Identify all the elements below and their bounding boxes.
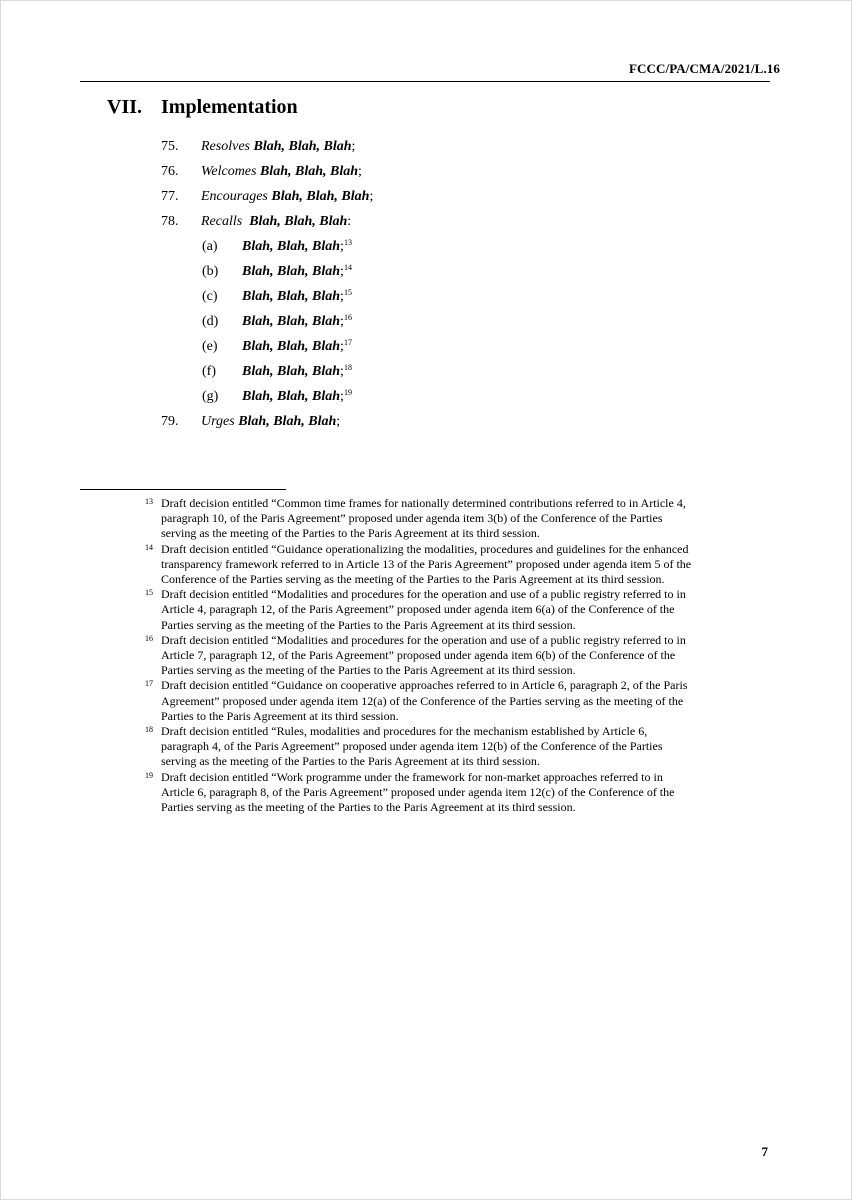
paragraph-76 [161,163,362,181]
footnote-ref[interactable]: 14 [343,263,352,272]
paragraph-78 [161,213,351,231]
section-heading [107,96,298,119]
subparagraph-text: Blah, Blah, Blah [242,289,341,304]
paragraph-verb: Recalls [201,214,243,229]
subparagraph-end: ; [340,289,344,304]
footnote-text: Draft decision entitled “Guidance on cooperative approaches referred to in Article 6, paragraph 2, of the Paris Agreement” proposed under agenda item 12(a) of the Conference of the Parties serving as the meeting of the Parties to the Paris Agreement at its third session. [161,678,688,723]
footnote-text: Draft decision entitled “Rules, modalities and procedures for the mechanism established by Article 6, paragraph 4, of the Paris Agreement” proposed under agenda item 12(b) of the Conference of the Parties serving as the meeting of the Parties to the Paris Agreement at its third session. [161,724,663,769]
section-title: Implementation [161,96,298,118]
subparagraph-letter: (g) [202,389,219,404]
footnote-13 [145,496,695,542]
paragraph-number: 75. [161,139,179,154]
footnote-separator [80,489,286,490]
subparagraph-d [202,313,352,331]
subparagraph-letter: (a) [202,239,218,254]
subparagraph-g [202,388,352,406]
subparagraph-letter: (d) [202,314,219,329]
subparagraph-b [202,263,352,281]
paragraph-end: ; [336,414,341,429]
paragraph-end: : [347,214,352,229]
footnote-18 [145,724,695,770]
subparagraph-text: Blah, Blah, Blah [242,314,341,329]
paragraph-79 [161,413,340,431]
paragraph-verb: Resolves [201,139,250,154]
subparagraph-text: Blah, Blah, Blah [242,264,341,279]
footnote-text: Draft decision entitled “Modalities and procedures for the operation and use of a public registry referred to in Article 4, paragraph 12, of the Paris Agreement” proposed under agenda item 6(a) of the Conference of the Parties serving as the meeting of the Parties to the Paris Agreement at its third session. [161,587,686,632]
paragraph-verb: Encourages [201,189,268,204]
paragraph-end: ; [351,139,356,154]
paragraph-number: 78. [161,214,179,229]
footnote-text: Draft decision entitled “Guidance operationalizing the modalities, procedures and guidelines for the enhanced transparency framework referred to in Article 13 of the Paris Agreement” proposed under agenda item 5 of the Conference of the Parties serving as the meeting of the Parties to the Paris Agreement at its third session. [161,541,692,587]
footnote-number: 14 [145,542,153,552]
subparagraph-end: ; [340,389,344,404]
paragraph-text: Blah, Blah, Blah [271,189,370,204]
subparagraph-letter: (f) [202,364,216,379]
page-number: 7 [761,1144,768,1159]
footnote-number: 19 [145,770,153,780]
paragraph-verb: Welcomes [201,164,257,179]
paragraph-end: ; [369,189,374,204]
footnote-ref[interactable]: 19 [343,388,352,397]
header-rule [80,81,770,82]
footnote-text: Draft decision entitled “Common time frames for nationally determined contributions referred to in Article 4, paragraph 10, of the Paris Agreement” proposed under agenda item 3(b) of the Conference of the Parties serving as the meeting of the Parties to the Paris Agreement at its third session. [161,496,686,541]
subparagraph-text: Blah, Blah, Blah [242,389,341,404]
subparagraph-end: ; [340,339,344,354]
paragraph-text: Blah, Blah, Blah [238,414,337,429]
subparagraph-e [202,338,352,356]
footnote-number: 15 [145,588,153,598]
subparagraph-letter: (b) [202,264,219,279]
footnote-16 [145,633,695,679]
footnote-15 [145,587,695,633]
footnote-text: Draft decision entitled “Work programme under the framework for non-market approaches referred to in Article 6, paragraph 8, of the Paris Agreement” proposed under agenda item 12(c) of the Conference of the Parties serving as the meeting of the Parties to the Paris Agreement at its third session. [161,769,675,815]
footnote-14 [145,542,695,588]
paragraph-number: 76. [161,164,179,179]
footnote-number: 16 [145,633,153,643]
subparagraph-end: ; [340,314,344,329]
subparagraph-letter: (e) [202,339,218,354]
subparagraph-end: ; [340,364,344,379]
footnote-19 [145,770,695,816]
subparagraph-text: Blah, Blah, Blah [242,239,341,254]
paragraph-number: 79. [161,414,179,429]
footnote-number: 18 [145,725,153,735]
paragraph-77 [161,188,373,206]
paragraph-number: 77. [161,189,179,204]
footnote-ref[interactable]: 17 [343,338,352,347]
footnote-ref[interactable]: 18 [343,363,352,372]
subparagraph-end: ; [340,239,344,254]
paragraph-end: ; [358,164,362,179]
paragraph-text: Blah, Blah, Blah [259,164,359,179]
footnote-text: Draft decision entitled “Modalities and procedures for the operation and use of a public registry referred to in Article 7, paragraph 12, of the Paris Agreement” proposed under agenda item 6(b) of the Conference of the Parties serving as the meeting of the Parties to the Paris Agreement at its third session. [161,632,686,678]
paragraph-verb: Urges [201,414,235,429]
footnote-ref[interactable]: 16 [343,313,352,322]
footnote-number: 17 [145,679,153,689]
paragraph-text: Blah, Blah, Blah [249,214,348,229]
footnote-ref[interactable]: 15 [343,288,352,297]
footnotes [145,496,695,815]
paragraph-text: Blah, Blah, Blah [253,139,352,154]
footnote-number: 13 [145,497,153,506]
subparagraph-a [202,238,352,256]
section-number: VII. [107,96,143,118]
subparagraph-f [202,363,352,381]
subparagraph-c [202,288,352,306]
subparagraph-text: Blah, Blah, Blah [242,339,341,354]
footnote-17 [145,678,695,724]
subparagraph-end: ; [340,264,344,279]
paragraph-75 [161,138,355,156]
footnote-ref[interactable]: 13 [343,238,352,247]
subparagraph-text: Blah, Blah, Blah [242,364,341,379]
document-symbol: FCCC/PA/CMA/2021/L.16 [629,61,780,76]
subparagraph-letter: (c) [202,289,218,304]
